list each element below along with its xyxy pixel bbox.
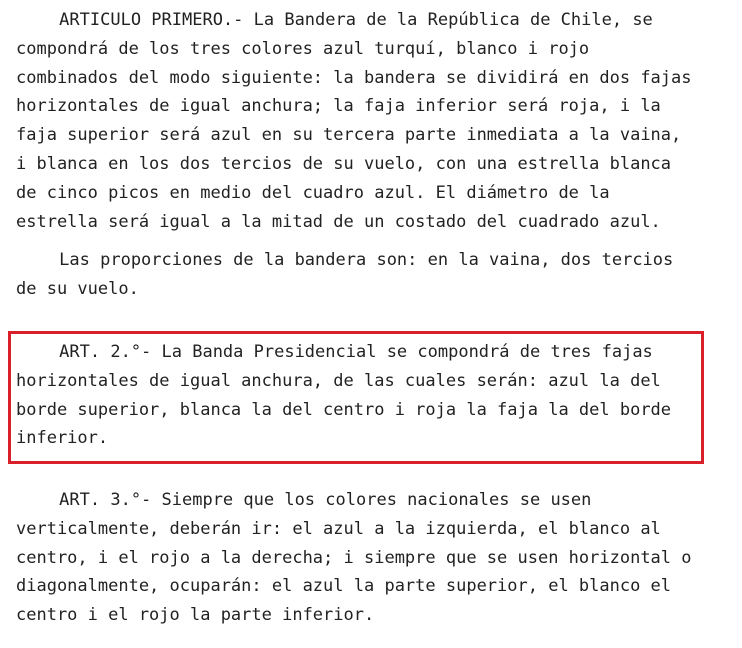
article-1-paragraph: ARTICULO PRIMERO.- La Bandera de la República de Chile, se compondrá de los tres colores azul turquí, blanco i rojo combinados del modo siguiente: la bandera se dividirá en dos fajas horizontales de igual anchura; la faja inferior será roja, i la faja superior será azul en su tercera parte inmediata a la vaina, i blanca en los dos tercios de su vuelo, con una estrella blanca de cinco picos en medio del cuadro azul. El diámetro de la estrella será igual a la mitad de un costado del cuadrado azul.	[16, 10, 692, 232]
article-3-paragraph: ART. 3.°- Siempre que los colores nacionales se usen verticalmente, deberán ir: el azul a la izquierda, el blanco al centro, i el rojo a la derecha; i siempre que se usen horizontal o diagonalmente, ocuparán: el azul la parte superior, el blanco el centro i el rojo la parte inferior.	[16, 490, 692, 626]
article-2-paragraph: ART. 2.°- La Banda Presidencial se compondrá de tres fajas horizontales de igual anchura, de las cuales serán: azul la del borde superior, blanca la del centro i roja la faja la del borde inferior.	[16, 342, 672, 449]
flag-proportions-paragraph: Las proporciones de la bandera son: en la vaina, dos tercios de su vuelo.	[16, 250, 674, 299]
